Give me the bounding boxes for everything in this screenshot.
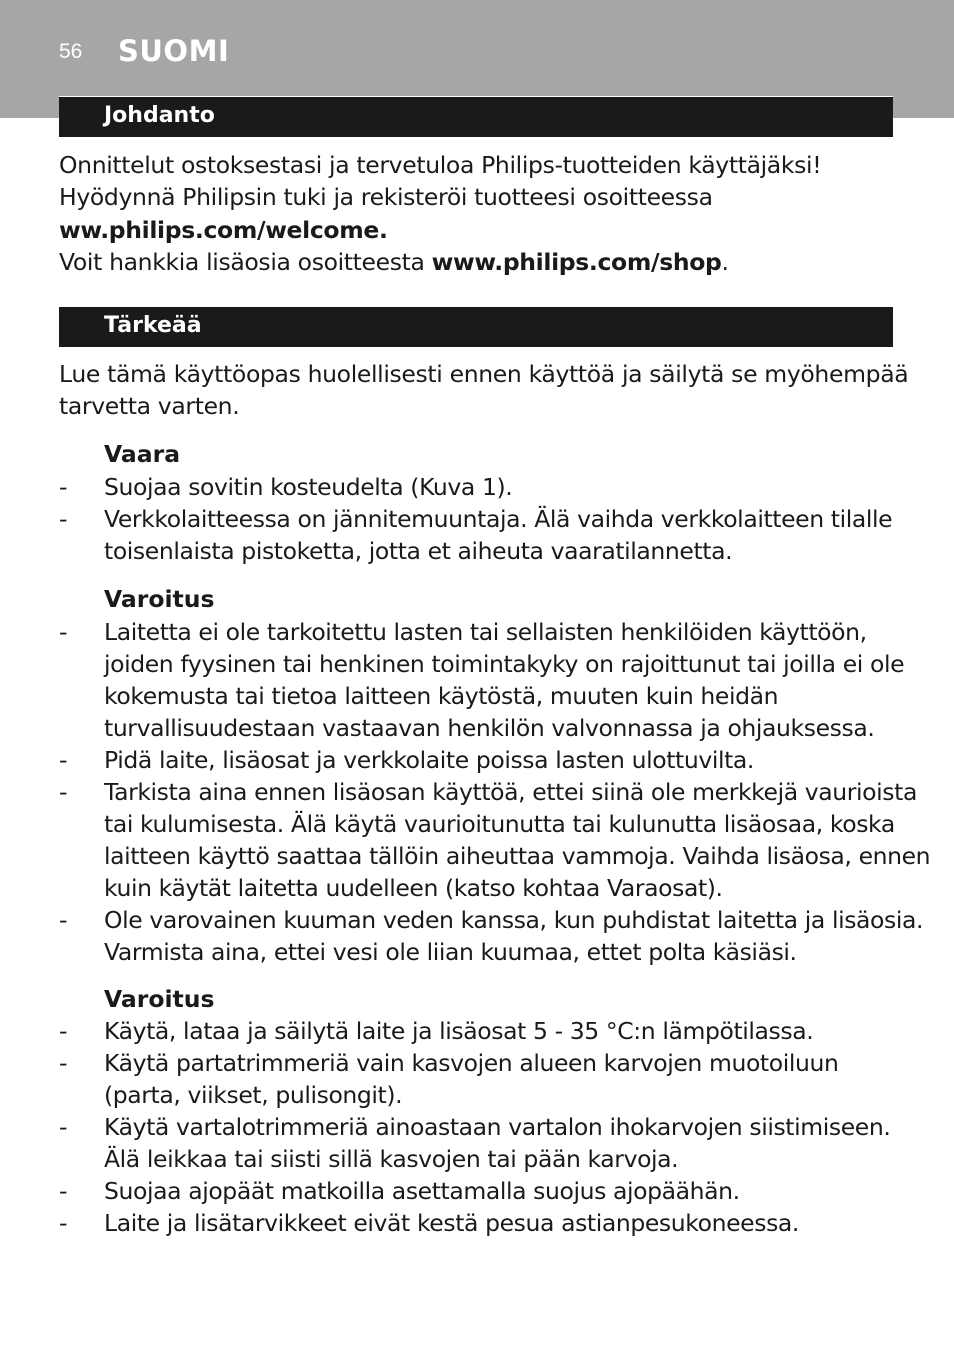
- intro-line-2: Hyödynnä Philipsin tuki ja rekisteröi tuotteesi osoitteessa: [59, 183, 713, 211]
- bullet-dash: -: [59, 778, 68, 806]
- list-item-text: [104, 503, 904, 567]
- bullet-dash: -: [59, 1209, 68, 1237]
- intro-line-4-prefix: Voit hankkia lisäosia osoitteesta: [59, 248, 432, 276]
- list-item-line: Verkkolaitteessa on jännitemuuntaja. Älä vaihda verkkolaitteen tilalle: [104, 505, 893, 533]
- list-item-line: Käytä partatrimmeriä vain kasvojen alueen karvojen muotoiluun: [104, 1049, 839, 1077]
- list-item-line: Tarkista aina ennen lisäosan käyttöä, ettei siinä ole merkkejä vaurioista: [104, 778, 917, 806]
- list-item-line: Käytä, lataa ja säilytä laite ja lisäosat 5 - 35 °C:n lämpötilassa.: [104, 1017, 814, 1045]
- list-item-line: Laite ja lisätarvikkeet eivät kestä pesua astianpesukoneessa.: [104, 1209, 799, 1237]
- section-title-intro: Johdanto: [104, 103, 215, 128]
- list-item-line: Suojaa sovitin kosteudelta (Kuva 1).: [104, 473, 513, 501]
- bullet-dash: -: [59, 473, 68, 501]
- list-item-line: Älä leikkaa tai siisti sillä kasvojen tai pään karvoja.: [104, 1145, 679, 1173]
- list-item-text: [104, 776, 931, 904]
- list-item-line: Pidä laite, lisäosat ja verkkolaite poissa lasten ulottuvilta.: [104, 746, 754, 774]
- danger-heading: Vaara: [104, 440, 181, 468]
- list-item-text: [104, 1047, 904, 1111]
- list-item-line: Laitetta ei ole tarkoitettu lasten tai sellaisten henkilöiden käyttöön,: [104, 618, 867, 646]
- page-number: 56: [59, 40, 83, 63]
- intro-line-1: Onnittelut ostoksestasi ja tervetuloa Philips-tuotteiden käyttäjäksi!: [59, 151, 822, 179]
- bullet-dash: -: [59, 746, 68, 774]
- section-title-important: Tärkeää: [104, 313, 202, 338]
- list-item-line: turvallisuudestaan vastaavan henkilön valvonnassa ja ohjauksessa.: [104, 714, 875, 742]
- intro-line-4-suffix: .: [721, 248, 729, 276]
- list-item-line: Käytä vartalotrimmeriä ainoastaan vartalon ihokarvojen siistimiseen.: [104, 1113, 891, 1141]
- section-bar-important: [59, 306, 893, 347]
- important-line-1: Lue tämä käyttöopas huolellisesti ennen käyttöä ja säilytä se myöhempää: [59, 360, 909, 388]
- warning-heading: Varoitus: [104, 585, 215, 613]
- welcome-link[interactable]: ww.philips.com/welcome.: [59, 216, 388, 244]
- list-item-line: (parta, viikset, pulisongit).: [104, 1081, 403, 1109]
- bullet-dash: -: [59, 1017, 68, 1045]
- bullet-dash: -: [59, 1113, 68, 1141]
- bullet-dash: -: [59, 618, 68, 646]
- important-line-2: tarvetta varten.: [59, 392, 240, 420]
- list-item-text: [104, 1207, 904, 1239]
- list-item-text: [104, 744, 904, 776]
- list-item-line: Suojaa ajopäät matkoilla asettamalla suojus ajopäähän.: [104, 1177, 740, 1205]
- bullet-dash: -: [59, 1049, 68, 1077]
- list-item-line: kuin käytät laitetta uudelleen (katso kohtaa Varaosat).: [104, 874, 723, 902]
- list-item-line: toisenlaista pistoketta, jotta et aiheuta vaaratilannetta.: [104, 537, 733, 565]
- caution-heading: Varoitus: [104, 985, 215, 1013]
- list-item-line: kokemusta tai tietoa laitteen käytöstä, muuten kuin heidän: [104, 682, 779, 710]
- bullet-dash: -: [59, 505, 68, 533]
- language-title: SUOMI: [118, 34, 230, 68]
- list-item-line: Ole varovainen kuuman veden kanssa, kun puhdistat laitetta ja lisäosia.: [104, 906, 924, 934]
- list-item-line: laitteen käyttö saattaa tällöin aiheuttaa vammoja. Vaihda lisäosa, ennen: [104, 842, 931, 870]
- bullet-dash: -: [59, 906, 68, 934]
- shop-link[interactable]: www.philips.com/shop: [431, 248, 722, 276]
- section-bar-intro: [59, 96, 893, 137]
- bullet-dash: -: [59, 1177, 68, 1205]
- list-item-text: [104, 1015, 904, 1047]
- intro-line-4: [59, 246, 909, 278]
- list-item-text: [104, 1175, 904, 1207]
- list-item-text: [104, 471, 904, 503]
- list-item-text: [104, 904, 924, 968]
- list-item-line: Varmista aina, ettei vesi ole liian kuumaa, ettet polta käsiäsi.: [104, 938, 797, 966]
- list-item-line: joiden fyysinen tai henkinen toimintakyky on rajoittunut tai joilla ei ole: [104, 650, 905, 678]
- list-item-text: [104, 1111, 904, 1175]
- list-item-line: tai kulumisesta. Älä käytä vaurioitunutta tai kulunutta lisäosaa, koska: [104, 810, 895, 838]
- list-item-text: [104, 616, 904, 744]
